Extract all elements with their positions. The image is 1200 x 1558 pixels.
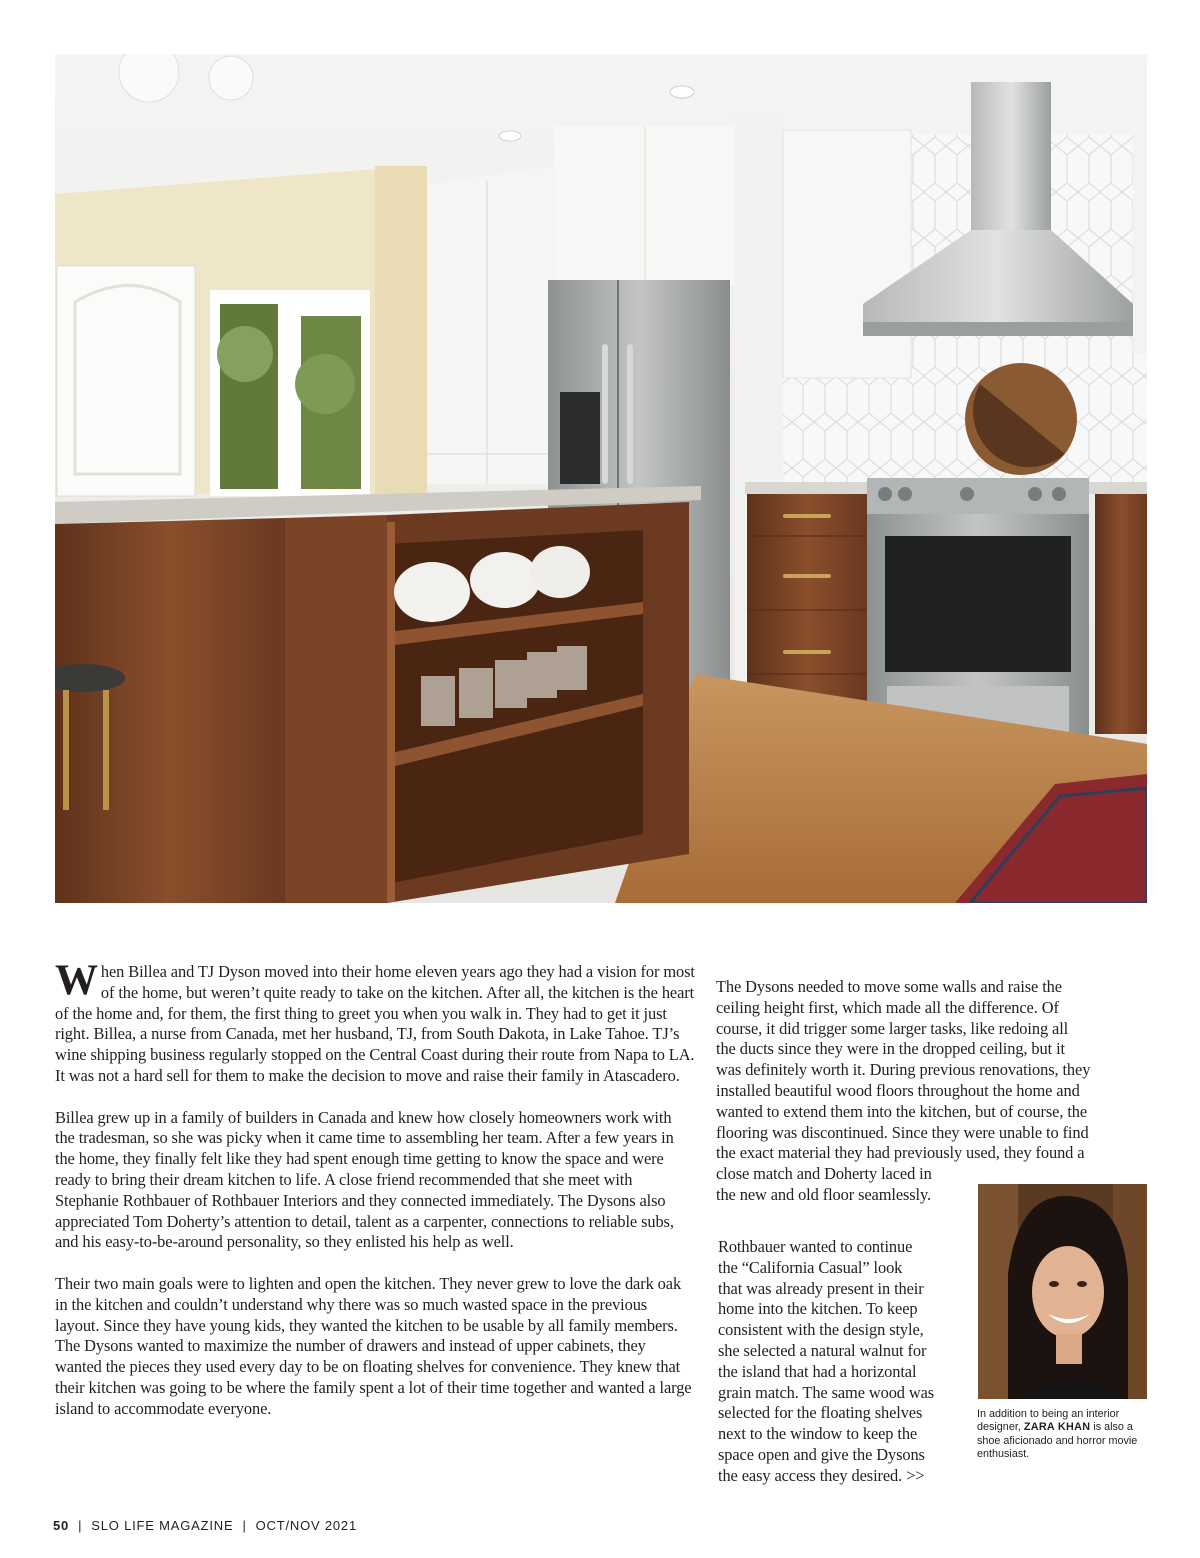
article-column-left xyxy=(55,957,695,1440)
text-line: space open and give the Dysons xyxy=(718,1444,925,1464)
text-line: was definitely worth it. During previous renovations, they xyxy=(716,1060,1091,1080)
paragraph-walls xyxy=(716,977,1156,1206)
caption-text-after: is also a shoe aficionado and horror movie enthusiast. xyxy=(977,1421,1138,1460)
text-line: wanted to extend them into the kitchen, but of course, the xyxy=(716,1101,1088,1121)
text-line: close match and Doherty laced in xyxy=(716,1164,932,1184)
paragraph-goals: Their two main goals were to lighten and open the kitchen. They never grew to love the dark oak in the kitchen and couldn’t understand why there was so much wasted space in the previous layout. Since they have young kids, they wanted the kitchen to be usable by all family members. The Dysons wanted to maximize the number of drawers and instead of upper cabinets, they wanted the pieces they used every day to be on floating shelves for convenience. They knew that their kitchen was going to be where the family spent a lot of their time together and wanted a large island to accommodate everyone. xyxy=(55,1273,692,1418)
text-line: consistent with the design style, xyxy=(718,1320,924,1340)
publication-name: SLO LIFE MAGAZINE xyxy=(91,1518,234,1533)
issue-date: OCT/NOV 2021 xyxy=(255,1518,357,1533)
paragraph-team: Billea grew up in a family of builders in Canada and knew how closely homeowners work with the tradesman, so she was picky when it came time to assembling her team. After a few years in the home, they finally felt like they had spent enough time getting to know the space and were ready to bring their dream kitchen to life. A close friend recommended that she meet with Stephanie Rothbauer of Rothbauer Interiors and they connected immediately. The Dysons also appreciated Tom Doherty’s attention to detail, talent as a carpenter, connections to reliable subs, and his easy-to-be-around personality, so they enlisted his help as well. xyxy=(55,1107,674,1252)
text-line: the ducts since they were in the dropped ceiling, but it xyxy=(716,1039,1065,1059)
kitchen-photo xyxy=(55,54,1147,903)
page-number: 50 xyxy=(53,1518,70,1533)
text-line: selected for the floating shelves xyxy=(718,1403,923,1423)
text-line: the new and old floor seamlessly. xyxy=(716,1184,932,1204)
text-line: home into the kitchen. To keep xyxy=(718,1299,918,1319)
designer-portrait-photo xyxy=(978,1184,1147,1399)
text-line: ceiling height first, which made all the difference. Of xyxy=(716,997,1059,1017)
text-line: the exact material they had previously used, they found a xyxy=(716,1143,1085,1163)
paragraph-intro xyxy=(55,957,695,1087)
text-line: the “California Casual” look xyxy=(718,1257,903,1277)
text-line: installed beautiful wood floors throughout the home and xyxy=(716,1080,1080,1100)
portrait-caption xyxy=(977,1408,1157,1461)
text-line: flooring was discontinued. Since they were unable to find xyxy=(716,1122,1089,1142)
drop-cap: W xyxy=(55,957,98,1004)
paragraph-california-casual xyxy=(718,1237,958,1487)
text-line: Rothbauer wanted to continue xyxy=(718,1237,913,1256)
text-line: the island that had a horizontal xyxy=(718,1361,917,1381)
caption-name: ZARA KHAN xyxy=(1023,1421,1091,1434)
footer-divider: | xyxy=(78,1518,83,1533)
text-line: The Dysons needed to move some walls and raise the xyxy=(716,977,1062,996)
paragraph-intro-text: hen Billea and TJ Dyson moved into their home eleven years ago they had a vision for most of the home, but weren’t quite ready to take on the kitchen. After all, the kitchen is the heart of the home and, for them, the first thing to greet you when you walk in. They had to get it just right. Billea, a nurse from Canada, met her husband, TJ, from South Dakota, in Lake Tahoe. TJ’s wine shipping business regularly stopped on the Central Coast during their route from Napa to LA. It was not a hard sell for them to make the decision to move and raise their family in Atascadero. xyxy=(55,962,695,1085)
text-line: grain match. The same wood was xyxy=(718,1382,935,1402)
caption-text-before: In addition to being an interior designer, xyxy=(977,1408,1120,1434)
text-line: she selected a natural walnut for xyxy=(718,1340,927,1360)
footer-divider: | xyxy=(242,1518,247,1533)
text-line: course, it did trigger some larger tasks, like redoing all xyxy=(716,1018,1069,1038)
text-line: that was already present in their xyxy=(718,1278,924,1298)
text-line: the easy access they desired. >> xyxy=(718,1465,925,1485)
page-footer xyxy=(53,1518,357,1533)
text-line: next to the window to keep the xyxy=(718,1424,918,1444)
